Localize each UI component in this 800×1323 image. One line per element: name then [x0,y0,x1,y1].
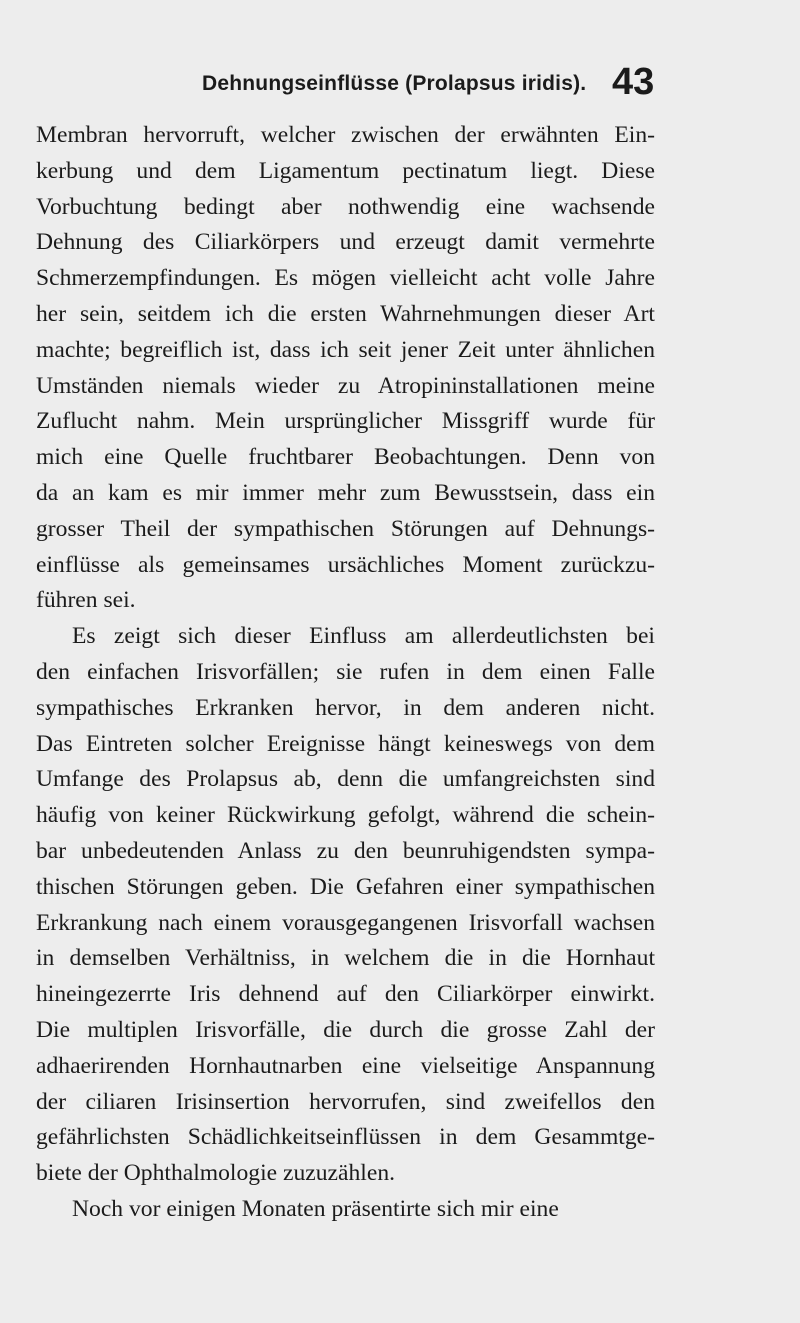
text-line: grosser Theil der sympathischen Störungen auf Dehnungs- [36,515,655,542]
text-line: her sein, seitdem ich die ersten Wahrnehmungen dieser Art [36,300,655,327]
text-line: den einfachen Irisvorfällen; sie rufen in dem einen Falle [36,658,655,685]
text-line: gefährlichsten Schädlichkeitseinflüssen in dem Gesammtge- [36,1124,655,1151]
text-line: in demselben Verhältniss, in welchem die in die Hornhaut [36,945,655,972]
text-line: mich eine Quelle fruchtbarer Beobachtungen. Denn von [36,444,655,471]
page-number: 43 [612,61,655,103]
text-line: Membran hervorruft, welcher zwischen der erwähnten Ein- [36,122,655,148]
text-line: Zuflucht nahm. Mein ursprünglicher Missgriff wurde für [36,408,655,435]
text-line: machte; begreiflich ist, dass ich seit jener Zeit unter ähnlichen [36,336,655,363]
text-line: einflüsse als gemeinsames ursächliches Moment zurückzu- [36,551,655,578]
text-line: Noch vor einigen Monaten präsentirte sich mir eine [72,1195,559,1222]
text-line: hineingezerrte Iris dehnend auf den Ciliarkörper einwirkt. [36,981,655,1008]
text-line: Vorbuchtung bedingt aber nothwendig eine wachsende [36,193,655,220]
running-head: Dehnungseinflüsse (Prolapsus iridis). [202,72,587,95]
text-line: Es zeigt sich dieser Einfluss am allerdeutlichsten bei [72,623,655,650]
text-line: häufig von keiner Rückwirkung gefolgt, während die schein- [36,802,655,829]
text-line: kerbung und dem Ligamentum pectinatum liegt. Diese [36,157,655,184]
text-line: Dehnung des Ciliarkörpers und erzeugt damit vermehrte [36,229,655,256]
text-line: biete der Ophthalmologie zuzuzählen. [36,1160,396,1187]
text-line: Erkrankung nach einem vorausgegangenen Irisvorfall wachsen [36,909,655,936]
text-line: Umfange des Prolapsus ab, denn die umfangreichsten sind [36,766,655,793]
text-line: sympathisches Erkranken hervor, in dem anderen nicht. [36,694,655,721]
text-line: Das Eintreten solcher Ereignisse hängt keineswegs von dem [36,730,655,757]
text-line: Die multiplen Irisvorfälle, die durch die grosse Zahl der [36,1016,655,1043]
text-line: da an kam es mir immer mehr zum Bewusstsein, dass ein [36,479,655,506]
text-line: der ciliaren Irisinsertion hervorrufen, sind zweifellos den [36,1088,655,1115]
paragraph-1 [36,118,655,619]
text-line: adhaerirenden Hornhautnarben eine vielseitige Anspannung [36,1052,655,1079]
text-line: Umständen niemals wieder zu Atropininstallationen meine [36,372,655,399]
body-text [36,118,655,1228]
paragraph-3 [36,1192,655,1228]
paragraph-2 [36,619,655,1192]
text-line: bar unbedeutenden Anlass zu den beunruhigendsten sympa- [36,837,655,864]
text-line: Schmerzempfindungen. Es mögen vielleicht acht volle Jahre [36,265,655,292]
page-header [0,60,800,110]
text-line: thischen Störungen geben. Die Gefahren einer sympathischen [36,873,655,900]
text-line: führen sei. [36,587,136,614]
